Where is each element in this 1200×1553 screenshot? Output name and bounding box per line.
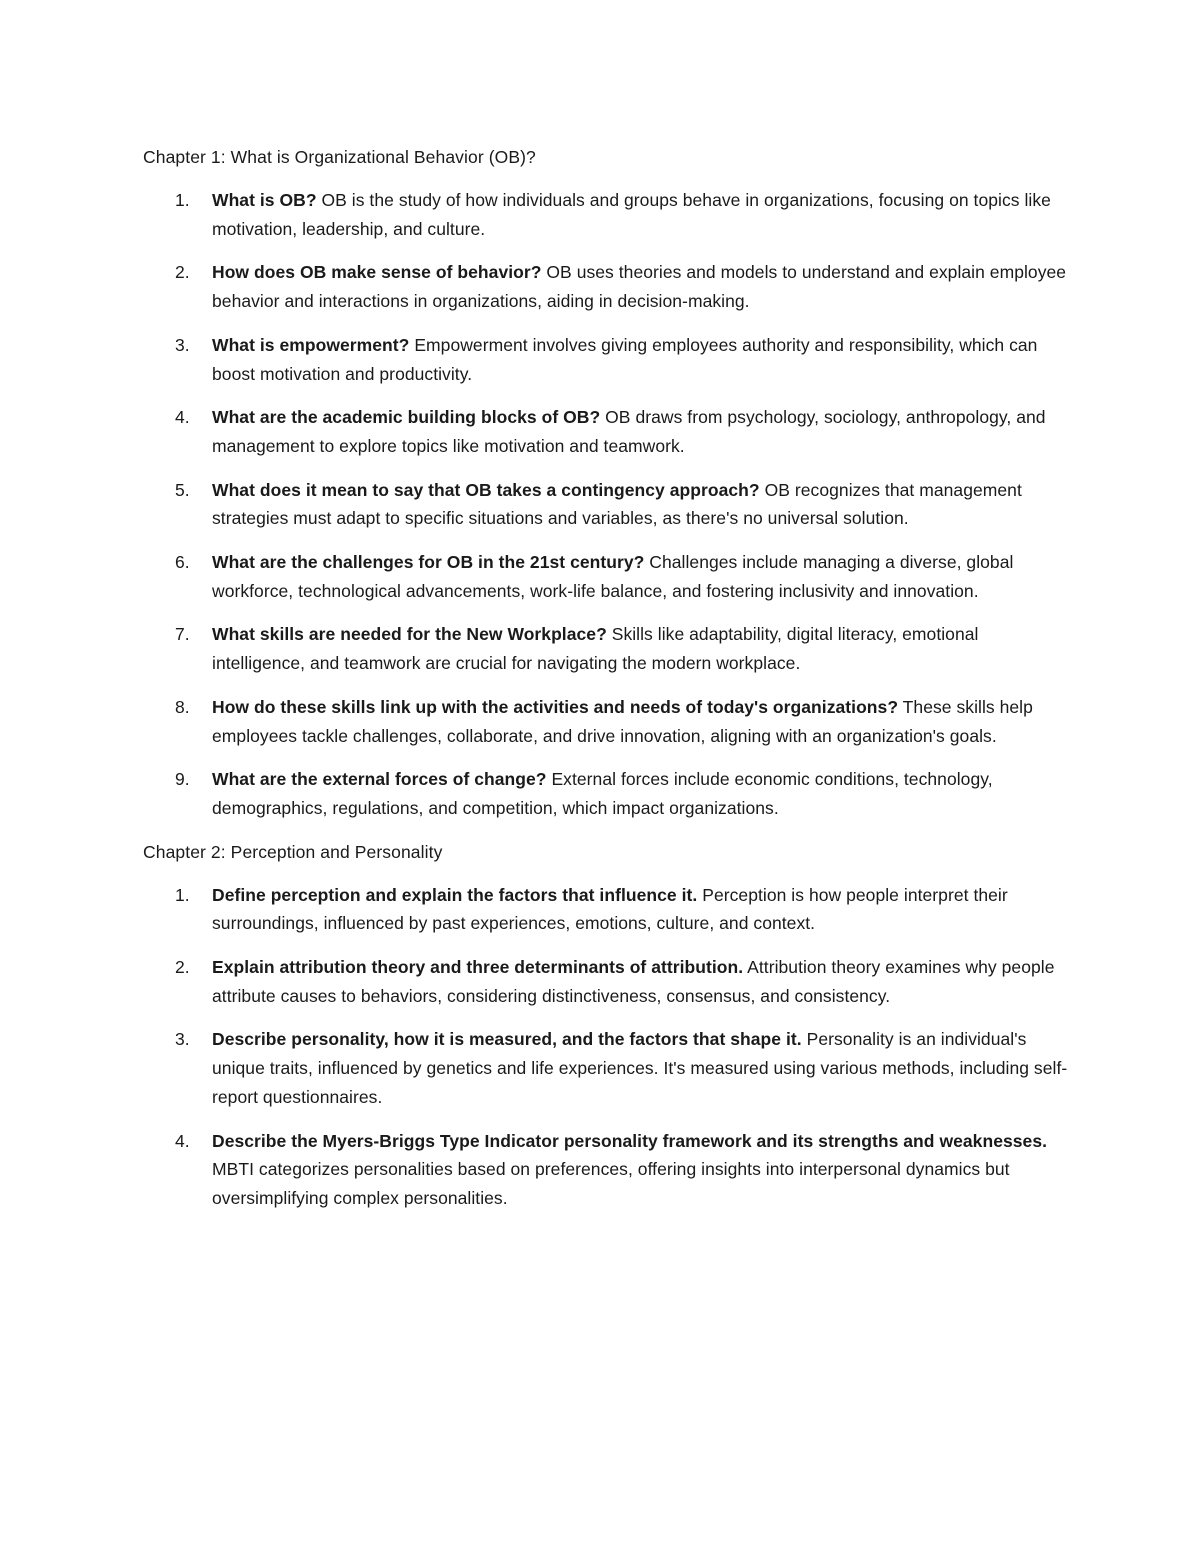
item-question: What are the academic building blocks of OB? [212, 407, 601, 428]
qa-item [143, 548, 1068, 605]
document-page [143, 143, 1068, 1228]
item-question: Define perception and explain the factors that influence it. [212, 884, 698, 905]
qa-item [143, 953, 1068, 1010]
qa-item [143, 476, 1068, 533]
item-number: 1. [175, 190, 190, 210]
item-answer: OB uses theories and models to understand and explain employee behavior and interactions in organizations, aiding in decision-making. [212, 262, 1067, 312]
item-number: 2. [175, 262, 190, 283]
qa-item [143, 693, 1068, 750]
item-number: 6. [175, 552, 190, 573]
item-question: How do these skills link up with the activities and needs of today's organizations? [212, 696, 899, 717]
item-answer: Skills like adaptability, digital literacy, emotional intelligence, and teamwork are crucial for navigating the modern workplace. [212, 624, 979, 674]
item-question: What are the challenges for OB in the 21st century? [212, 552, 645, 573]
item-number: 4. [175, 1130, 190, 1151]
item-answer: These skills help employees tackle challenges, collaborate, and drive innovation, aligning with an organization's goals. [212, 696, 1033, 746]
qa-list [143, 186, 1068, 823]
item-number: 3. [175, 1029, 190, 1050]
item-answer: Empowerment involves giving employees authority and responsibility, which can boost motivation and productivity. [212, 334, 1038, 384]
item-answer: OB recognizes that management strategies must adapt to specific situations and variables, as there's no universal solution. [212, 479, 1022, 529]
qa-list [143, 881, 1068, 1213]
item-answer: OB is the study of how individuals and groups behave in organizations, focusing on topics like motivation, leadership, and culture. [212, 190, 1051, 239]
qa-item [143, 186, 1068, 243]
item-number: 3. [175, 334, 190, 355]
item-answer: Personality is an individual's unique traits, influenced by genetics and life experiences. It's measured using various methods, including self-report questionnaires. [212, 1029, 1068, 1107]
chapter-heading: Chapter 2: Perception and Personality [143, 841, 443, 862]
item-number: 9. [175, 769, 190, 790]
qa-item [143, 403, 1068, 460]
item-question: How does OB make sense of behavior? [212, 262, 542, 283]
qa-item [143, 1127, 1068, 1213]
item-number: 2. [175, 957, 190, 978]
item-question: What are the external forces of change? [212, 769, 547, 790]
item-number: 5. [175, 479, 190, 500]
item-number: 7. [175, 624, 190, 645]
qa-item [143, 765, 1068, 822]
item-question: Describe personality, how it is measured, and the factors that shape it. [212, 1029, 802, 1050]
item-answer: MBTI categorizes personalities based on preferences, offering insights into interpersonal dynamics but oversimplifying complex personalities. [212, 1159, 1010, 1208]
item-number: 8. [175, 696, 190, 717]
chapter-section [143, 838, 1068, 1213]
item-answer: OB draws from psychology, sociology, anthropology, and management to explore topics like motivation and teamwork. [212, 407, 1046, 456]
qa-item [143, 1025, 1068, 1111]
item-answer: Attribution theory examines why people attribute causes to behaviors, considering distinctiveness, consensus, and consistency. [212, 957, 1055, 1006]
item-question: What is empowerment? [212, 334, 410, 355]
qa-item [143, 881, 1068, 938]
item-question: What does it mean to say that OB takes a contingency approach? [212, 479, 760, 500]
item-answer: External forces include economic conditions, technology, demographics, regulations, and competition, which impact organizations. [212, 769, 993, 818]
item-question: Explain attribution theory and three determinants of attribution. [212, 957, 744, 978]
item-answer: Perception is how people interpret their surroundings, influenced by past experiences, emotions, culture, and context. [212, 884, 1008, 934]
chapter-heading: Chapter 1: What is Organizational Behavior (OB)? [143, 147, 536, 167]
qa-item [143, 331, 1068, 388]
item-answer: Challenges include managing a diverse, global workforce, technological advancements, work-life balance, and fostering inclusivity and innovation. [212, 552, 1014, 601]
qa-item [143, 620, 1068, 677]
item-question: What skills are needed for the New Workplace? [212, 624, 607, 645]
qa-item [143, 258, 1068, 315]
chapter-section [143, 143, 1068, 823]
item-question: Describe the Myers-Briggs Type Indicator personality framework and its strengths and weaknesses. [212, 1130, 1048, 1151]
item-question: What is OB? [212, 190, 317, 210]
item-number: 1. [175, 884, 190, 905]
item-number: 4. [175, 407, 190, 428]
